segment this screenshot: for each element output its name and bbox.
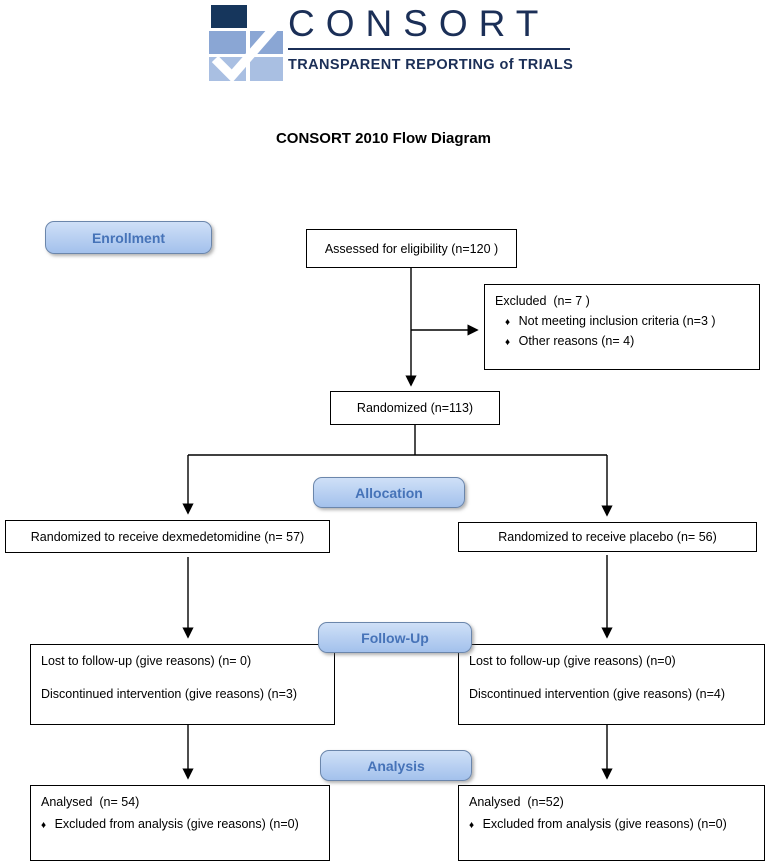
bullet-icon: ♦ (505, 337, 511, 348)
consort-logo-mark-icon (209, 5, 283, 81)
followup-left-line1: Lost to follow-up (give reasons) (n= 0) (41, 654, 252, 668)
stage-badge-allocation (313, 477, 465, 508)
stage-allocation-label: Allocation (355, 484, 423, 501)
page-title: CONSORT 2010 Flow Diagram (275, 130, 492, 147)
excluded-item-text: Not meeting inclusion criteria (n=3 ) (518, 314, 716, 328)
bullet-icon: ♦ (41, 820, 47, 831)
logo-wordmark-text: CONSORT (288, 3, 550, 44)
stage-badge-enrollment (45, 221, 212, 254)
stage-follow-up-label: Follow-Up (361, 629, 429, 646)
assessed-text: Assessed for eligibility (n=120 ) (324, 241, 499, 256)
stage-analysis-label: Analysis (367, 757, 425, 774)
followup-left-line2: Discontinued intervention (give reasons) (n=3) (41, 687, 298, 701)
consort-logo-wordmark (288, 2, 580, 73)
analysis-right-line2: ♦ Excluded from analysis (give reasons) (n=0) (469, 817, 727, 831)
analysis-left-line1: Analysed (n= 54) (41, 795, 140, 809)
randomized-text: Randomized (n=113) (356, 401, 474, 415)
excluded-item (505, 334, 749, 348)
stage-badge-follow-up (318, 622, 472, 653)
analysis-left-line2: ♦ Excluded from analysis (give reasons) (n=0) (41, 817, 299, 831)
bullet-icon: ♦ (469, 820, 475, 831)
logo-tagline: TRANSPARENT REPORTING of TRIALS (288, 57, 574, 73)
node-assessed-for-eligibility (306, 229, 517, 268)
node-allocation-dexmedetomidine (5, 520, 330, 553)
followup-right-line2: Discontinued intervention (give reasons) (n=4) (469, 687, 726, 701)
excluded-item-text: Other reasons (n= 4) (518, 334, 635, 348)
allocation-right-text: Randomized to receive placebo (n= 56) (498, 530, 717, 544)
excluded-title: Excluded (n= 7 ) (495, 294, 590, 308)
node-followup-right (458, 644, 765, 725)
node-randomized (330, 391, 500, 425)
analysis-right-line1: Analysed (n=52) (469, 795, 564, 809)
followup-right-line1: Lost to follow-up (give reasons) (n=0) (469, 654, 676, 668)
node-analysis-right (458, 785, 765, 861)
node-excluded (484, 284, 760, 370)
allocation-left-text: Randomized to receive dexmedetomidine (n= 57) (30, 529, 305, 544)
node-followup-left (30, 644, 335, 725)
bullet-icon: ♦ (505, 317, 511, 328)
stage-badge-analysis (320, 750, 472, 781)
excluded-item (505, 314, 749, 328)
stage-enrollment-label: Enrollment (91, 229, 166, 246)
node-allocation-placebo (458, 522, 757, 552)
logo-rule (288, 48, 570, 50)
node-analysis-left (30, 785, 330, 861)
